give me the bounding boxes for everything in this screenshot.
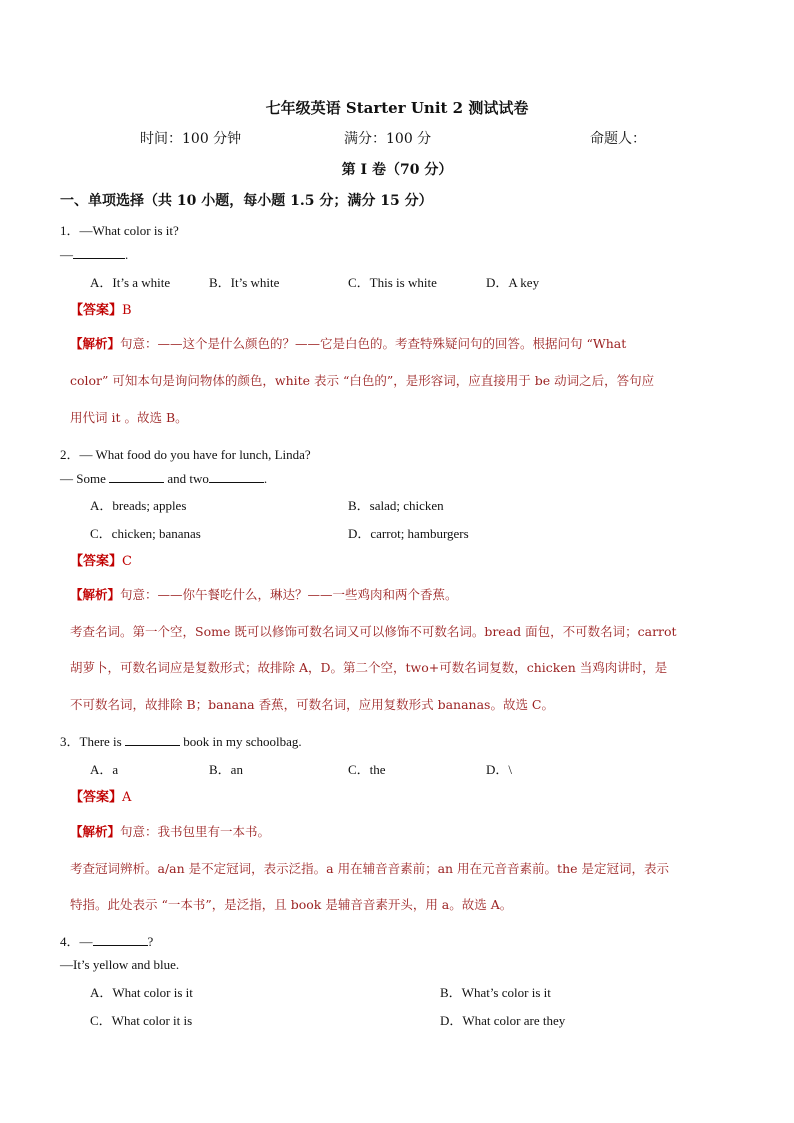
q1-option-c: C．This is white (348, 275, 437, 290)
q2-stem: 2．— What food do you have for lunch, Linda? (60, 447, 311, 462)
q3-answer: 【答案】A (70, 790, 132, 805)
q3-stem: 3．There is book in my schoolbag. (60, 734, 302, 749)
q1-answer (70, 299, 132, 318)
q2-explanation-line-1: 【解析】句意：——你午餐吃什么，琳达？——一些鸡肉和两个香蕉。 (70, 587, 458, 602)
q2-answer-value: C (122, 554, 132, 569)
q2-option-a: A．breads; apples (90, 498, 187, 513)
q2-blank-2 (209, 470, 264, 483)
q2-explanation-line-2: 考查名词。第一个空，Some 既可以修饰可数名词又可以修饰不可数名词。bread 面包，不可数名词；carrot (70, 624, 677, 639)
section-heading: 一、单项选择（共 10 小题，每小题 1.5 分；满分 15 分） (60, 193, 433, 209)
q1-option-d: D．A key (486, 275, 540, 290)
q1-explanation-line-3: 用代词 it 。故选 B。 (70, 410, 188, 425)
q2-blank-1 (109, 470, 164, 483)
q3-explanation-line-1: 【解析】句意：我书包里有一本书。 (70, 824, 271, 839)
q3-explanation-line-3: 特指。此处表示 “一本书”，是泛指，且 book 是辅音音素开头，用 a。故选 A。 (70, 897, 513, 912)
q3-option-c: C．the (348, 762, 386, 777)
q4-stem: 4．— ? (60, 934, 154, 949)
q2-answer: 【答案】C (70, 554, 132, 569)
q3-option-b: B．an (209, 762, 243, 777)
q3-option-d: D．\ (486, 762, 513, 777)
q1-blank-end: . (125, 247, 129, 262)
part-heading: 第 I 卷（70 分） (341, 162, 453, 178)
exam-author: 命题人： (590, 131, 646, 147)
q4-option-a: A．What color is it (90, 985, 193, 1000)
q1-response-line (60, 246, 128, 263)
q1-explanation-line-2: color” 可知本句是询问物体的颜色，white 表示 “白色的”，是形容词，应直接用于 be 动词之后，答句应 (70, 373, 655, 388)
exam-time: 时间：100 分钟 (140, 131, 242, 147)
page-title: 七年级英语 Starter Unit 2 测试试卷 (265, 99, 529, 117)
q4-reply: —It’s yellow and blue. (60, 957, 180, 972)
q4-option-c: C．What color it is (90, 1013, 193, 1028)
q1-explain-tag: 【解析】 (70, 336, 121, 351)
q3-blank (125, 733, 180, 746)
q1-explanation-line-1: 【解析】句意：——这个是什么颜色的？——它是白色的。考查特殊疑问句的回答。根据问句 “What (70, 336, 627, 351)
q1-option-b: B．It’s white (209, 275, 280, 290)
exam-full-score: 满分：100 分 (344, 131, 432, 147)
q4-option-b: B．What’s color is it (440, 985, 551, 1000)
q2-response-line: — Some and two . (60, 471, 268, 486)
q2-explanation-line-3: 胡萝卜，可数名词应是复数形式；故排除 A，D。第二个空，two+可数名词复数，chicken 当鸡肉讲时，是 (70, 660, 668, 675)
q3-option-a: A．a (90, 762, 119, 777)
q3-explanation-line-2: 考查冠词辨析。a/an 是不定冠词，表示泛指。a 用在辅音音素前；an 用在元音音素前。the 是定冠词，表示 (70, 861, 669, 876)
q2-option-d: D．carrot; hamburgers (348, 526, 469, 541)
q4-option-d: D．What color are they (440, 1013, 566, 1028)
q1-answer-value: B (122, 303, 132, 318)
q3-answer-value: A (122, 790, 132, 805)
q1-dash: — (60, 247, 73, 262)
q1-option-a: A．It’s a white (90, 275, 171, 290)
q1-stem: 1．—What color is it? (60, 223, 179, 238)
q1-answer-tag: 【答案】 (70, 303, 123, 318)
q2-explanation-line-4: 不可数名词，故排除 B；banana 香蕉，可数名词，应用复数形式 bananas。故选 C。 (70, 697, 554, 712)
q4-blank (93, 933, 148, 946)
q2-option-b: B．salad; chicken (348, 498, 444, 513)
q2-option-c: C．chicken; bananas (90, 526, 201, 541)
q1-blank (73, 246, 125, 259)
